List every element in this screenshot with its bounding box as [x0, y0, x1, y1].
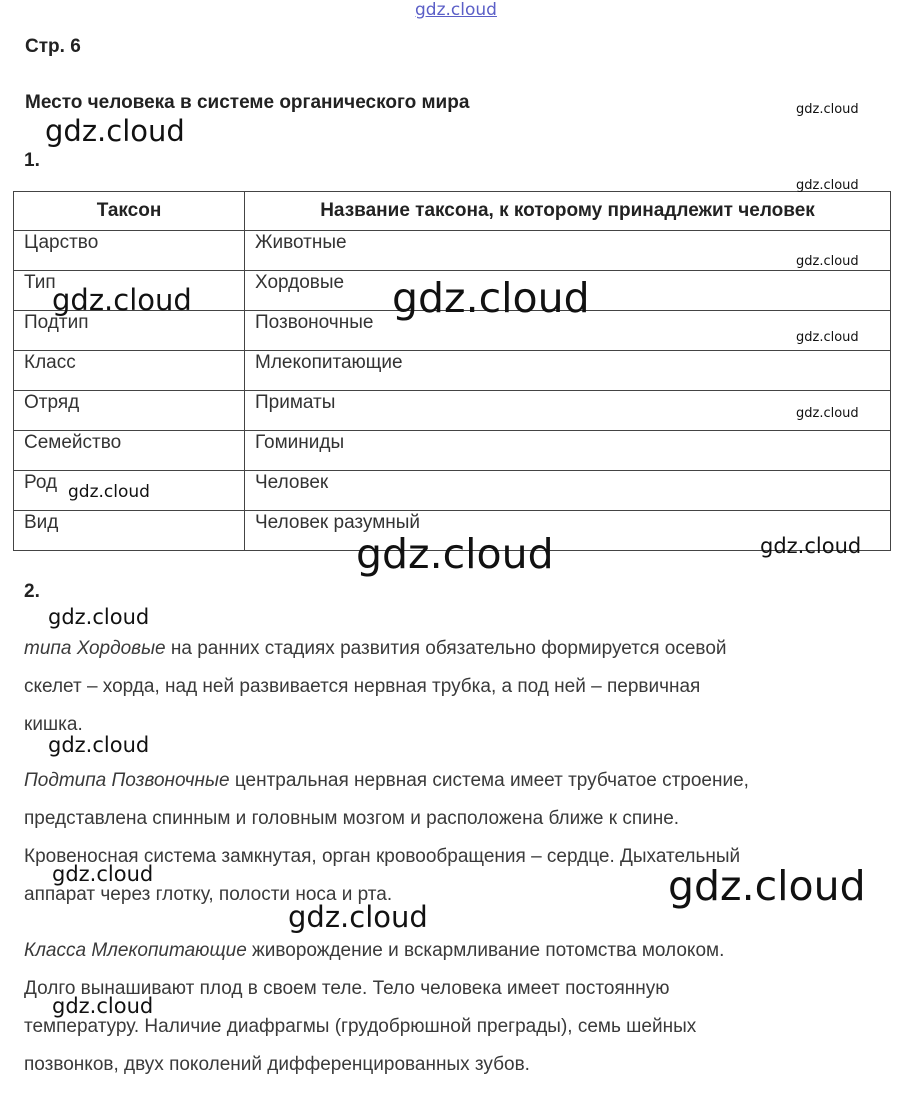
- watermark: gdz.cloud: [45, 114, 185, 148]
- emphasis-term: Подтипа Позвоночные: [24, 770, 230, 791]
- text-line: аппарат через глотку, полости носа и рта.: [24, 884, 393, 905]
- page-number: Стр. 6: [25, 36, 81, 57]
- table-row: [14, 391, 891, 431]
- paragraph-chordates: [24, 630, 727, 744]
- text-span: на ранних стадиях развития обязательно формируется осевой: [165, 638, 727, 659]
- watermark: gdz.cloud: [68, 482, 150, 502]
- watermark: gdz.cloud: [48, 733, 150, 757]
- text-line: кишка.: [24, 714, 83, 735]
- watermark: gdz.cloud: [356, 530, 554, 578]
- taxon-name-cell: Гоминиды: [245, 431, 891, 471]
- text-line: представлена спинным и головным мозгом и расположена ближе к спине.: [24, 808, 680, 829]
- text-span: живорождение и вскармливание потомства молоком.: [246, 940, 725, 961]
- watermark: gdz.cloud: [392, 274, 590, 322]
- watermark: gdz.cloud: [796, 102, 859, 117]
- emphasis-term: Класса Млекопитающие: [24, 940, 247, 961]
- text-line: температуру. Наличие диафрагмы (грудобрюшной преграды), семь шейных: [24, 1016, 697, 1037]
- column-header-taxon-name: Название таксона, к которому принадлежит человек: [245, 192, 891, 231]
- watermark: gdz.cloud: [796, 330, 859, 345]
- taxon-cell: Тип: [14, 271, 245, 311]
- section-title: Место человека в системе органического мира: [25, 92, 470, 113]
- text-line: [24, 932, 724, 970]
- watermark: gdz.cloud: [52, 994, 154, 1018]
- watermark: gdz.cloud: [760, 534, 862, 558]
- taxon-name-cell: Человек разумный: [245, 511, 891, 551]
- column-header-taxon: Таксон: [14, 192, 245, 231]
- paragraph-vertebrates: [24, 762, 749, 914]
- watermark: gdz.cloud: [48, 605, 150, 629]
- taxon-name-cell: Позвоночные: [245, 311, 891, 351]
- text-line: [24, 630, 727, 668]
- taxon-cell: Семейство: [14, 431, 245, 471]
- taxon-cell: Царство: [14, 231, 245, 271]
- watermark: gdz.cloud: [796, 406, 859, 421]
- task-2-number: 2.: [24, 581, 40, 602]
- taxon-name-cell: Приматы: [245, 391, 891, 431]
- text-span: центральная нервная система имеет трубчатое строение,: [229, 770, 749, 791]
- taxon-name-cell: Животные: [245, 231, 891, 271]
- text-line: Долго вынашивают плод в своем теле. Тело человека имеет постоянную: [24, 978, 670, 999]
- watermark: gdz.cloud: [796, 254, 859, 269]
- table-header-row: [14, 192, 891, 231]
- watermark: gdz.cloud: [796, 178, 859, 193]
- text-line: скелет – хорда, над ней развивается нервная трубка, а под ней – первичная: [24, 676, 701, 697]
- taxon-cell: Вид: [14, 511, 245, 551]
- watermark-top-link[interactable]: gdz.cloud: [415, 0, 497, 20]
- table-row: [14, 351, 891, 391]
- watermark: gdz.cloud: [668, 862, 866, 910]
- taxon-cell: Род: [14, 471, 245, 511]
- taxon-name-cell: Хордовые: [245, 271, 891, 311]
- taxon-name-cell: Человек: [245, 471, 891, 511]
- watermark: gdz.cloud: [288, 900, 428, 934]
- taxon-cell: Отряд: [14, 391, 245, 431]
- taxon-cell: Подтип: [14, 311, 245, 351]
- watermark: gdz.cloud: [52, 862, 154, 886]
- taxon-cell: Класс: [14, 351, 245, 391]
- text-line: Кровеносная система замкнутая, орган кровообращения – сердце. Дыхательный: [24, 846, 741, 867]
- table-row: [14, 431, 891, 471]
- table-row: [14, 231, 891, 271]
- task-1-number: 1.: [24, 150, 40, 171]
- emphasis-term: типа Хордовые: [24, 638, 166, 659]
- text-line: позвонков, двух поколений дифференцированных зубов.: [24, 1054, 530, 1075]
- text-line: [24, 762, 749, 800]
- watermark: gdz.cloud: [52, 283, 192, 317]
- taxon-name-cell: Млекопитающие: [245, 351, 891, 391]
